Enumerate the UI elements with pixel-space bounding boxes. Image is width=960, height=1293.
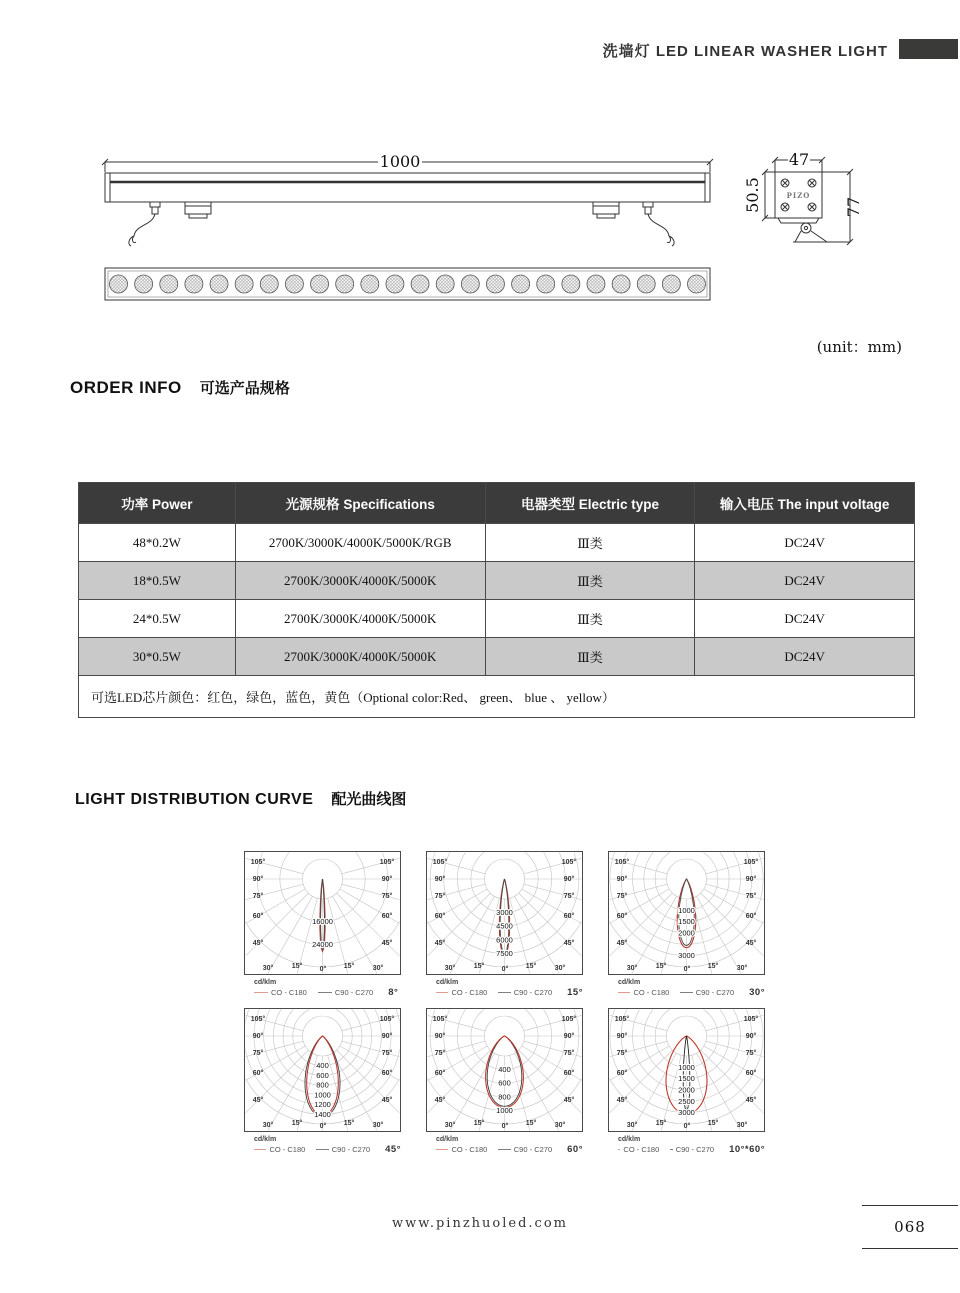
chart-legend [426,1136,583,1155]
angle-tick-label: 45° [616,940,628,947]
angle-tick-label: 45° [434,1097,446,1104]
legend-line-swatch [680,992,692,993]
led-lens [260,275,278,293]
legend-unit: cd/klm [436,1136,459,1143]
legend-unit: cd/klm [436,979,459,986]
angle-tick-label: 75° [434,1050,446,1057]
angle-tick-label: 90° [381,876,393,883]
led-lens [285,275,303,293]
distribution-chart-2 [426,851,583,998]
spec-cell: 30*0.5W [79,638,236,676]
polar-plot-box [426,851,583,975]
angle-tick-label: 60° [563,1070,575,1077]
led-lens [461,275,479,293]
polar-plot-box [608,851,765,975]
legend-line-swatch [436,992,448,993]
ring-value-label: 24000 [312,939,333,949]
angle-tick-label: 30° [736,965,748,972]
angle-tick-label: 75° [381,1050,393,1057]
spec-row [79,524,915,562]
angle-tick-label: 60° [381,1070,393,1077]
led-lens [185,275,203,293]
spec-row [79,600,915,638]
angle-tick-label: 45° [563,1097,575,1104]
angle-tick-label: 15° [473,963,485,970]
end-view [743,150,863,245]
spec-column-header: 功率 Power [79,483,236,524]
legend-line-swatch [670,1149,672,1150]
spec-cell: Ⅲ类 [485,638,695,676]
angle-tick-label: 60° [434,913,446,920]
ring-value-label: 2000 [678,1085,695,1095]
spec-row [79,638,915,676]
legend-line-swatch [316,1149,328,1150]
led-lens [311,275,329,293]
angle-tick-label: 90° [563,876,575,883]
angle-tick-label: 105° [743,1016,759,1023]
angle-tick-label: 15° [707,963,719,970]
spec-cell: 18*0.5W [79,562,236,600]
legend-unit: cd/klm [254,979,277,986]
legend-line-swatch [618,1149,620,1150]
led-lens [386,275,404,293]
ring-value-label: 800 [498,1092,511,1102]
ring-value-label: 3000 [496,908,513,918]
spec-cell: DC24V [695,562,915,600]
led-lens [512,275,530,293]
angle-tick-label: 0° [319,1123,327,1130]
angle-tick-label: 90° [434,876,446,883]
led-row [110,275,706,293]
angle-tick-label: 30° [262,965,274,972]
beam-angle-label: 8° [388,987,399,998]
angle-tick-label: 15° [707,1120,719,1127]
front-view [102,152,713,246]
angle-tick-label: 30° [372,1122,384,1129]
angle-tick-label: 0° [683,1123,691,1130]
angle-tick-label: 15° [291,963,303,970]
ring-value-label: 1000 [314,1090,331,1100]
led-lens [662,275,680,293]
led-lens [135,275,153,293]
led-lens [411,275,429,293]
angle-tick-label: 0° [501,1123,509,1130]
ring-value-label: 600 [316,1070,329,1080]
angle-tick-label: 45° [563,940,575,947]
page-number: 068 [862,1205,958,1249]
angle-tick-label: 15° [291,1120,303,1127]
spec-table-header [79,483,915,524]
angle-tick-label: 60° [616,1070,628,1077]
ring-value-label: 4500 [496,921,513,931]
spec-column-header: 输入电压 The input voltage [695,483,915,524]
angle-tick-label: 60° [745,1070,757,1077]
angle-tick-label: 0° [683,966,691,973]
polar-chart-svg [427,852,582,974]
angle-tick-label: 45° [745,940,757,947]
ring-value-label: 400 [498,1065,511,1075]
distribution-chart-6 [608,1008,765,1155]
spec-cell: DC24V [695,600,915,638]
charts-grid [244,851,765,1155]
angle-tick-label: 90° [252,876,264,883]
legend-label: CO - C180 [633,988,670,997]
polar-grid [245,852,400,974]
angle-tick-label: 105° [250,859,266,866]
angle-tick-label: 75° [563,893,575,900]
angle-tick-label: 105° [432,859,448,866]
angle-tick-label: 30° [736,1122,748,1129]
angle-tick-label: 90° [563,1033,575,1040]
angle-tick-label: 60° [434,1070,446,1077]
led-lens [537,275,555,293]
legend-line-swatch [318,992,332,993]
polar-plot-box [608,1008,765,1132]
distribution-chart-3 [608,851,765,998]
polar-chart-svg [609,852,764,974]
chart-legend [426,979,583,998]
angle-tick-label: 75° [381,893,393,900]
angle-tick-label: 60° [745,913,757,920]
angle-tick-label: 45° [745,1097,757,1104]
ring-value-label: 1000 [496,1105,513,1115]
angle-tick-label: 45° [252,940,264,947]
spec-cell: 24*0.5W [79,600,236,638]
spec-note-row [79,676,915,718]
angle-tick-label: 30° [444,1122,456,1129]
angle-tick-label: 0° [319,966,327,973]
distribution-chart-1 [244,851,401,998]
angle-tick-label: 90° [745,1033,757,1040]
angle-tick-label: 105° [561,1016,577,1023]
legend-line-swatch [498,992,510,993]
led-lens [110,275,128,293]
angle-tick-label: 90° [434,1033,446,1040]
order-info-heading-en: ORDER INFO [70,378,182,397]
angle-tick-label: 30° [372,965,384,972]
beam-angle-label: 30° [749,987,765,998]
angle-tick-label: 15° [525,1120,537,1127]
bottom-view [105,268,710,300]
angle-tick-label: 75° [745,1050,757,1057]
curve-section-heading [75,788,406,809]
ring-value-label: 1500 [678,1074,695,1084]
angle-tick-label: 60° [563,913,575,920]
ring-value-label: 800 [316,1080,329,1090]
angle-tick-label: 105° [561,859,577,866]
legend-label: CO - C180 [451,988,488,997]
led-lens [336,275,354,293]
ring-value-label: 3000 [678,951,695,961]
spec-cell: 2700K/3000K/4000K/5000K [235,638,485,676]
ring-value-label: 2000 [678,928,695,938]
polar-chart-svg [427,1009,582,1131]
legend-line-swatch [498,1149,510,1150]
beam-angle-label: 60° [567,1144,583,1155]
polar-plot-box [426,1008,583,1132]
angle-tick-label: 60° [252,913,264,920]
polar-chart-svg [245,1009,400,1131]
ring-value-label: 1400 [314,1109,331,1119]
legend-label: CO - C180 [451,1145,488,1154]
chart-legend [244,979,401,998]
angle-tick-label: 30° [554,965,566,972]
beam-angle-label: 45° [385,1144,401,1155]
spec-note: 可选LED芯片颜色：红色，绿色，蓝色，黄色（Optional color:Red、 green、 blue 、 yellow） [79,676,915,718]
angle-tick-label: 15° [343,963,355,970]
ring-value-label: 3000 [678,1108,695,1118]
spec-column-header: 电器类型 Electric type [485,483,695,524]
angle-tick-label: 45° [434,940,446,947]
polar-plot-box [244,851,401,975]
beam-angle-label: 15° [567,987,583,998]
angle-tick-label: 30° [626,1122,638,1129]
curve-heading-cn: 配光曲线图 [331,791,407,808]
led-lens [486,275,504,293]
angle-tick-label: 0° [501,966,509,973]
ring-value-label: 1200 [314,1100,331,1110]
dim-width: 47 [788,150,810,169]
legend-line-swatch [618,992,630,993]
dim-side-height: 50.5 [743,177,762,213]
legend-label: CO - C180 [623,1145,660,1154]
legend-line-swatch [436,1149,448,1150]
spec-cell: Ⅲ类 [485,524,695,562]
led-lens [436,275,454,293]
legend-label: C90 - C270 [513,1145,553,1154]
distribution-chart-5 [426,1008,583,1155]
ring-value-label: 2500 [678,1096,695,1106]
ring-value-label: 7500 [496,948,513,958]
angle-tick-label: 105° [743,859,759,866]
angle-tick-label: 105° [614,859,630,866]
spec-cell: Ⅲ类 [485,562,695,600]
ring-value-label: 1500 [678,917,695,927]
led-lens [235,275,253,293]
angle-tick-label: 75° [745,893,757,900]
order-info-heading-cn: 可选产品规格 [199,380,290,397]
angle-tick-label: 45° [616,1097,628,1104]
led-lens [587,275,605,293]
angle-tick-label: 15° [655,963,667,970]
angle-tick-label: 60° [616,913,628,920]
distribution-chart-4 [244,1008,401,1155]
angle-tick-label: 105° [379,859,395,866]
chart-legend [244,1136,401,1155]
legend-label: C90 - C270 [513,988,553,997]
legend-unit: cd/klm [254,1136,277,1143]
angle-tick-label: 15° [343,1120,355,1127]
ring-value-label: 6000 [496,935,513,945]
order-info-heading [70,377,290,398]
angle-tick-label: 30° [262,1122,274,1129]
angle-tick-label: 105° [432,1016,448,1023]
angle-tick-label: 30° [444,965,456,972]
legend-label: CO - C180 [271,988,307,997]
spec-cell: DC24V [695,524,915,562]
led-lens [361,275,379,293]
beam-angle-label: 10°*60° [729,1144,765,1155]
ring-value-label: 1000 [678,1062,695,1072]
footer-website: www.pinzhuoled.com [392,1216,568,1231]
angle-tick-label: 105° [250,1016,266,1023]
angle-tick-label: 75° [563,1050,575,1057]
angle-tick-label: 105° [614,1016,630,1023]
angle-tick-label: 30° [626,965,638,972]
polar-plot-box [244,1008,401,1132]
led-lens [637,275,655,293]
legend-unit: cd/klm [618,1136,641,1143]
legend-label: C90 - C270 [675,1145,715,1154]
led-lens [210,275,228,293]
angle-tick-label: 15° [655,1120,667,1127]
led-lens [612,275,630,293]
chart-legend [608,979,765,998]
angle-tick-label: 15° [473,1120,485,1127]
angle-tick-label: 75° [434,893,446,900]
angle-tick-label: 60° [381,913,393,920]
brand-logo: PIZO [786,191,811,200]
angle-tick-label: 75° [252,1050,264,1057]
ring-value-label: 400 [316,1061,329,1071]
led-lens [562,275,580,293]
angle-tick-label: 105° [379,1016,395,1023]
led-lens [160,275,178,293]
angle-tick-label: 90° [381,1033,393,1040]
spec-cell: DC24V [695,638,915,676]
ring-value-label: 16000 [312,917,333,927]
chart-legend [608,1136,765,1155]
angle-tick-label: 90° [616,1033,628,1040]
dim-total-height: 77 [844,196,863,218]
ring-value-label: 600 [498,1078,511,1088]
spec-cell: 2700K/3000K/4000K/5000K [235,562,485,600]
spec-row [79,562,915,600]
legend-label: CO - C180 [269,1145,306,1154]
spec-column-header: 光源规格 Specifications [235,483,485,524]
spec-table [78,482,915,718]
spec-cell: 2700K/3000K/4000K/5000K/RGB [235,524,485,562]
dim-length: 1000 [379,152,421,171]
ring-value-label: 1000 [678,905,695,915]
header-accent-bar [899,39,958,59]
angle-tick-label: 15° [525,963,537,970]
angle-tick-label: 75° [616,1050,628,1057]
page-title: 洗墙灯 LED LINEAR WASHER LIGHT [602,43,888,60]
legend-line-swatch [254,992,268,993]
angle-tick-label: 30° [554,1122,566,1129]
legend-label: C90 - C270 [695,988,735,997]
angle-tick-label: 90° [616,876,628,883]
spec-cell: Ⅲ类 [485,600,695,638]
angle-tick-label: 75° [616,893,628,900]
angle-tick-label: 90° [745,876,757,883]
polar-chart-svg [609,1009,764,1131]
legend-line-swatch [254,1149,266,1150]
spec-cell: 2700K/3000K/4000K/5000K [235,600,485,638]
angle-tick-label: 60° [252,1070,264,1077]
polar-chart-svg [245,852,400,974]
technical-drawing [90,138,880,313]
led-lens [688,275,706,293]
spec-cell: 48*0.2W [79,524,236,562]
unit-note: (unit：mm) [816,338,902,356]
legend-label: C90 - C270 [331,1145,371,1154]
angle-tick-label: 45° [252,1097,264,1104]
curve-heading-en: LIGHT DISTRIBUTION CURVE [75,791,314,808]
angle-tick-label: 75° [252,893,264,900]
angle-tick-label: 45° [381,940,393,947]
legend-label: C90 - C270 [334,988,374,997]
angle-tick-label: 45° [381,1097,393,1104]
legend-unit: cd/klm [618,979,641,986]
angle-tick-label: 90° [252,1033,264,1040]
